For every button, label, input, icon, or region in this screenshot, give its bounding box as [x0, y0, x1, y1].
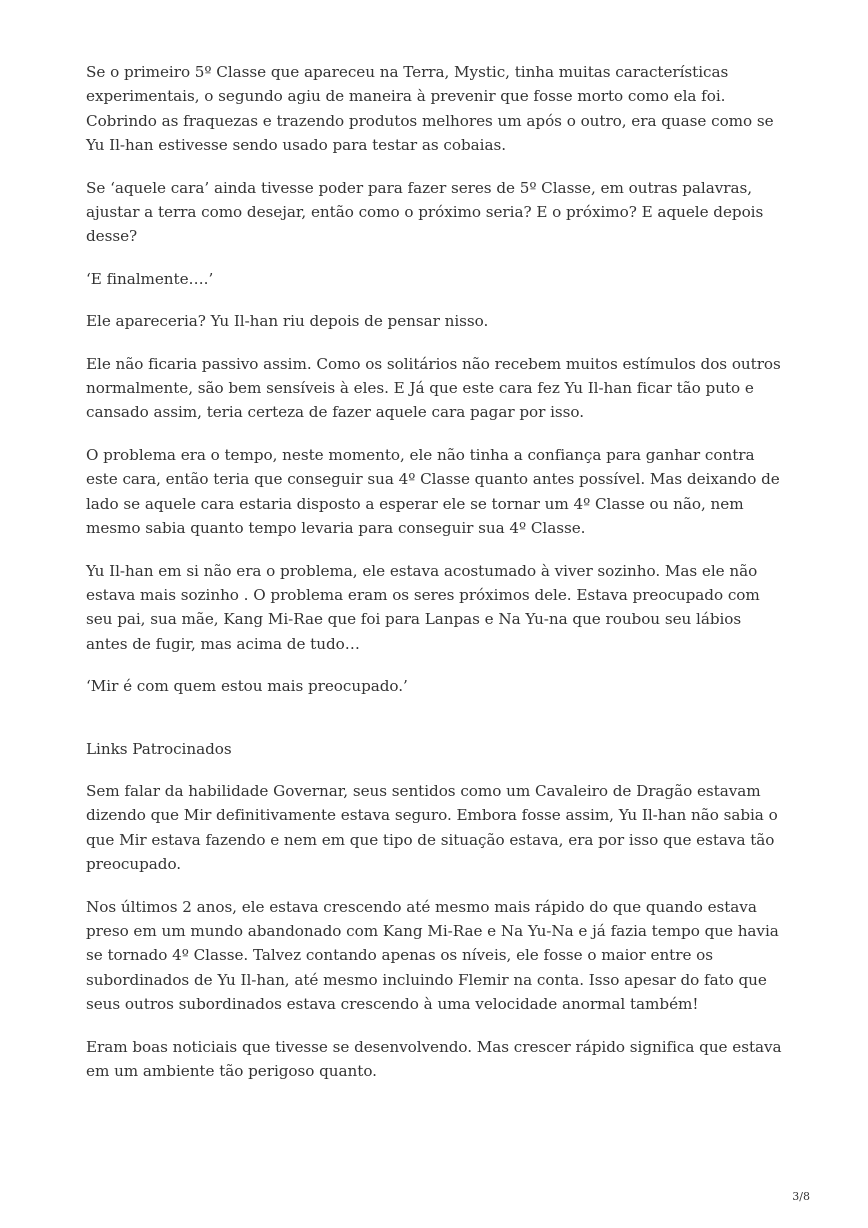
- paragraph: Se ‘aquele cara’ ainda tivesse poder para fazer seres de 5º Classe, em outras palavras, ajustar a terra como desejar, então como o próximo seria? E o próximo? E aquele depois desse?: [86, 178, 764, 246]
- paragraph: ‘E finalmente….’: [86, 269, 214, 288]
- paragraph: Ele não ficaria passivo assim. Como os solitários não recebem muitos estímulos dos outros normalmente, são bem sensíveis à eles. E Já que este cara fez Yu Il-han ficar tão puto e cansado assim, teria certeza de fazer aquele cara pagar por isso.: [86, 354, 781, 422]
- paragraph: Yu Il-han em si não era o problema, ele estava acostumado à viver sozinho. Mas ele não estava mais sozinho . O problema eram os seres próximos dele. Estava preocupado com seu pai, sua mãe, Kang Mi-Rae que foi para Lanpas e Na Yu-na que roubou seu lábios antes de fugir, mas acima de tudo…: [86, 561, 760, 653]
- paragraph: Nos últimos 2 anos, ele estava crescendo até mesmo mais rápido do que quando estava preso em um mundo abandonado com Kang Mi-Rae e Na Yu-Na e já fazia tempo que havia se tornado 4º Classe. Talvez contando apenas os níveis, ele fosse o maior entre os subordinados de Yu Il-han, até mesmo incluindo Flemir na conta. Isso apesar do fato que seus outros subordinados estava crescendo à uma velocidade anormal também!: [86, 897, 779, 1014]
- paragraph: Se o primeiro 5º Classe que apareceu na Terra, Mystic, tinha muitas características experimentais, o segundo agiu de maneira à prevenir que fosse morto como ela foi. Cobrindo as fraquezas e trazendo produtos melhores um após o outro, era quase como se Yu Il-han estivesse sendo usado para testar as cobaias.: [86, 63, 774, 155]
- paragraph: Sem falar da habilidade Governar, seus sentidos como um Cavaleiro de Dragão estavam dizendo que Mir definitivamente estava seguro. Embora fosse assim, Yu Il-han não sabia o que Mir estava fazendo e nem em que tipo de situação estava, era por isso que estava tão preocupado.: [86, 781, 778, 874]
- paragraph: Eram boas noticiais que tivesse se desenvolvendo. Mas crescer rápido significa que estava em um ambiente tão perigoso quanto.: [86, 1037, 782, 1080]
- paragraph: ‘Mir é com quem estou mais preocupado.’: [86, 677, 408, 696]
- sponsored-links-heading: Links Patrocinados: [86, 739, 232, 758]
- document-page: [86, 60, 786, 1101]
- paragraph: O problema era o tempo, neste momento, ele não tinha a confiança para ganhar contra este cara, então teria que conseguir sua 4º Classe quanto antes possível. Mas deixando de lado se aquele cara estaria disposto a esperar ele se tornar um 4º Classe ou não, nem mesmo sabia quanto tempo levaria para conseguir sua 4º Classe.: [86, 445, 780, 538]
- paragraph: Ele apareceria? Yu Il-han riu depois de pensar nisso.: [86, 312, 489, 331]
- page-number: 3/8: [792, 1190, 810, 1203]
